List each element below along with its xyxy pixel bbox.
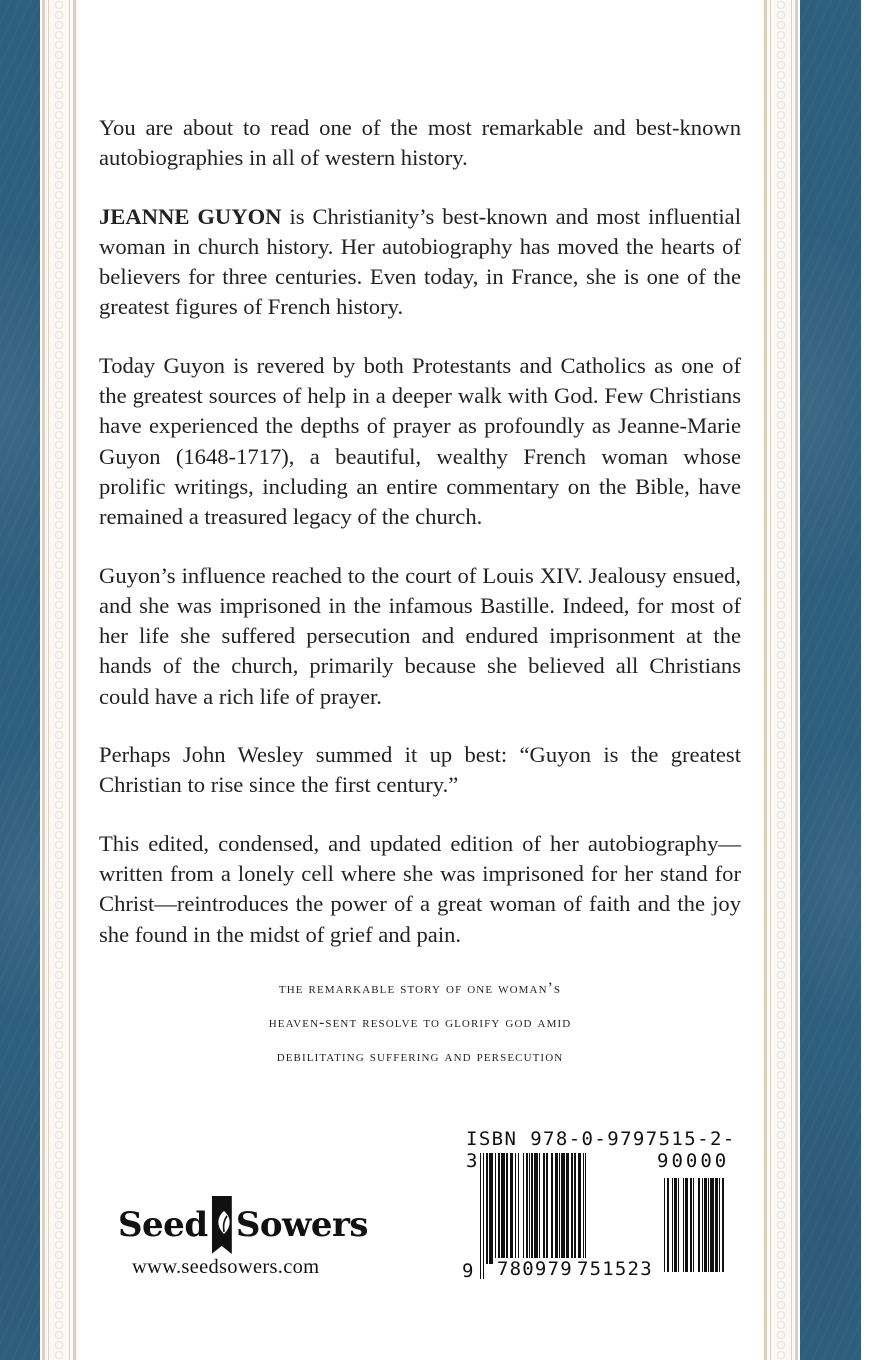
- barcode-bar: [539, 1153, 540, 1264]
- barcode-bar: [515, 1153, 516, 1264]
- barcode-bar: [672, 1178, 673, 1272]
- tagline-line: heaven-sent resolve to glorify god amid: [268, 1014, 572, 1031]
- reverence-paragraph: [99, 351, 741, 533]
- barcode-bar: [526, 1153, 527, 1264]
- tagline-line: debilitating suffering and persecution: [276, 1048, 564, 1065]
- intro-paragraph: [99, 113, 741, 174]
- author-name: JEANNE GUYON: [99, 203, 282, 229]
- barcode-bar: [715, 1178, 718, 1272]
- wesley-quote-paragraph: [99, 740, 741, 801]
- barcode-bar: [523, 1153, 524, 1264]
- barcode-bar: [498, 1153, 501, 1264]
- barcode-bar: [531, 1153, 532, 1264]
- paragraph-text: Guyon’s influence reached to the court of Louis XIV. Jealousy ensued, and she was imprisoned in the infamous Bastille. Indeed, for most of her life she suffered persecution and endured imprisonment at the hands of the church, primarily because she believed all Christians could have a rich life of prayer.: [99, 562, 741, 709]
- barcode-bar: [555, 1153, 558, 1264]
- paragraph-text: This edited, condensed, and updated edition of her autobiography—written from a lonely cell where she was imprisoned for her stand for Christ—reintroduces the power of a great woman of faith and the joy she found in the midst of grief and pain.: [99, 830, 741, 947]
- barcode-bar: [719, 1178, 720, 1272]
- barcode-bar: [702, 1178, 703, 1272]
- barcode-bar: [566, 1153, 569, 1264]
- paragraph-text: Perhaps John Wesley summed it up best: “Guyon is the greatest Christian to rise since the first century.”: [99, 742, 741, 798]
- tagline-line: the remarkable story of one woman’s: [278, 980, 562, 997]
- barcode-bar: [710, 1178, 714, 1272]
- barcode-bar: [693, 1178, 694, 1272]
- barcode-bar: [674, 1178, 677, 1272]
- barcode-bar: [483, 1153, 484, 1279]
- right-page-edge: [861, 0, 880, 1360]
- barcode-first-digit: 9: [462, 1260, 475, 1282]
- barcode-bar: [534, 1153, 538, 1264]
- paragraph-text: is Christianity’s best-known and most influential woman in church history. Her autobiography has moved the hearts of believers for three centuries. Even today, in France, she is one of the greatest figures of French history.: [99, 203, 741, 320]
- publisher-logo: [118, 1196, 368, 1254]
- addon-bars: [664, 1178, 742, 1272]
- publisher-url: www.seedsowers.com: [132, 1256, 320, 1278]
- back-cover-copy: [99, 113, 741, 978]
- barcode-bar: [690, 1178, 691, 1272]
- publisher-block: [118, 1196, 368, 1279]
- barcode-bar: [698, 1178, 701, 1272]
- barcode-bar: [506, 1153, 507, 1264]
- barcode-right-digits: 751523: [577, 1258, 653, 1280]
- influence-paragraph: [99, 561, 741, 712]
- barcode-bar: [685, 1178, 688, 1272]
- edition-paragraph: [99, 829, 741, 950]
- barcode-bar: [551, 1153, 552, 1264]
- bio-paragraph: [99, 202, 741, 323]
- left-blue-band: [0, 0, 40, 1360]
- tagline: [99, 972, 741, 1074]
- leaf-bookmark-icon: [212, 1196, 232, 1254]
- paragraph-text: You are about to read one of the most remarkable and best-known autobiographies in all of western history.: [99, 115, 741, 171]
- barcode-bar: [543, 1153, 546, 1264]
- barcode-bar: [722, 1178, 725, 1272]
- barcode-bar: [510, 1153, 513, 1264]
- barcode-bar: [495, 1153, 496, 1264]
- barcode-bar: [529, 1153, 530, 1264]
- barcode-bar: [708, 1178, 709, 1272]
- barcode-bar: [559, 1153, 560, 1264]
- left-decorative-border: [40, 0, 78, 1360]
- right-decorative-border: [762, 0, 800, 1360]
- logo-word-sowers: Sowers: [235, 1205, 368, 1245]
- logo-word-seed: Seed: [118, 1205, 208, 1245]
- isbn-barcode: [462, 1128, 744, 1288]
- barcode-bar: [683, 1178, 684, 1272]
- right-blue-band: [800, 0, 861, 1360]
- barcode-bar: [486, 1153, 487, 1264]
- barcode-bar: [480, 1153, 481, 1279]
- barcode-bar: [571, 1153, 572, 1264]
- barcode-bar: [678, 1178, 679, 1272]
- barcode-bar: [518, 1153, 519, 1264]
- barcode-bar: [704, 1178, 707, 1272]
- isbn-label: ISBN 978-0-9797515-2-3: [466, 1128, 736, 1172]
- barcode-bar: [489, 1153, 493, 1264]
- paragraph-text: Today Guyon is revered by both Protestants and Catholics as one of the greatest sources of help in a deeper walk with God. Few Christians have experienced the depths of prayer as profoundly as Jeanne-Marie Guyon (1648-1717), a beautiful, wealthy French woman whose prolific writings, including an entire commentary on the Bible, have remained a treasured legacy of the church.: [99, 352, 741, 530]
- barcode-bar: [664, 1178, 665, 1272]
- barcode-bar: [501, 1153, 505, 1264]
- barcode-left-digits: 780979: [497, 1258, 573, 1280]
- barcode-bar: [546, 1153, 547, 1264]
- price-addon-number: 90000: [657, 1150, 730, 1172]
- barcode-bar: [561, 1153, 565, 1264]
- barcode-bar: [667, 1178, 670, 1272]
